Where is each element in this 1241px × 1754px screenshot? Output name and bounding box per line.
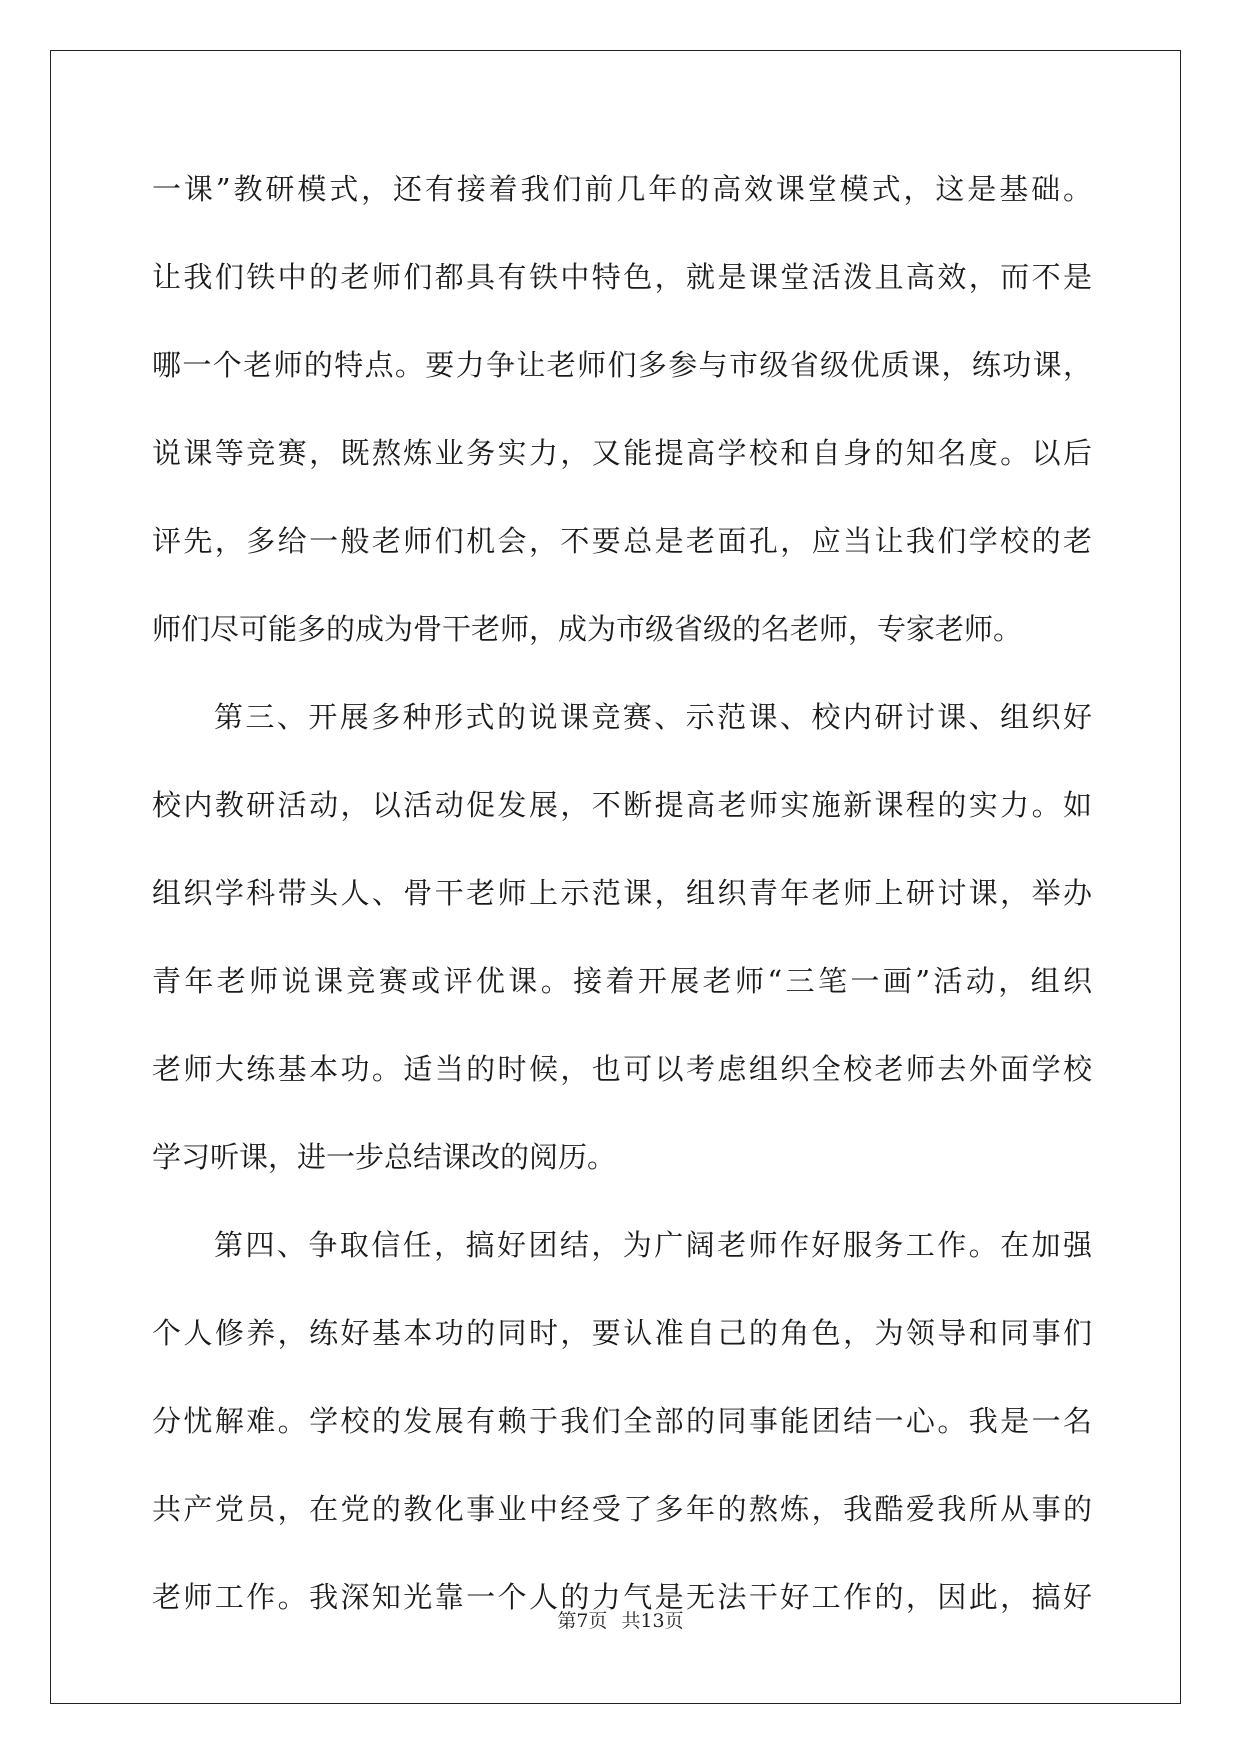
page-number: 第7页 (557, 1610, 608, 1632)
text-line: 一课”教研模式，还有接着我们前几年的高效课堂模式，这是基础。 (152, 172, 1092, 206)
page-footer (0, 1606, 1241, 1633)
text-line: 说课等竞赛，既熬炼业务实力，又能提高学校和自身的知名度。以后 (152, 436, 1092, 470)
text-line: 校内教研活动，以活动促发展，不断提高老师实施新课程的实力。如 (152, 788, 1092, 822)
text-line: 哪一个老师的特点。要力争让老师们多参与市级省级优质课，练功课， (152, 348, 1092, 382)
text-line: 分忧解难。学校的发展有赖于我们全部的同事能团结一心。我是一名 (152, 1404, 1092, 1438)
paragraph-start-line: 第四、争取信任，搞好团结，为广阔老师作好服务工作。在加强 (214, 1228, 1092, 1262)
document-body (152, 145, 1092, 1641)
text-line: 评先，多给一般老师们机会，不要总是老面孔，应当让我们学校的老 (152, 524, 1092, 558)
text-line: 青年老师说课竞赛或评优课。接着开展老师“三笔一画”活动，组织 (152, 964, 1092, 998)
text-line: 让我们铁中的老师们都具有铁中特色，就是课堂活泼且高效，而不是 (152, 260, 1092, 294)
text-line: 共产党员，在党的教化事业中经受了多年的熬炼，我酷爱我所从事的 (152, 1492, 1092, 1526)
page-total: 共13页 (621, 1610, 684, 1632)
text-line: 老师大练基本功。适当的时候，也可以考虑组织全校老师去外面学校 (152, 1052, 1092, 1086)
text-line: 学习听课，进一步总结课改的阅历。 (152, 1140, 617, 1174)
text-line: 个人修养，练好基本功的同时，要认准自己的角色，为领导和同事们 (152, 1316, 1092, 1350)
text-line: 组织学科带头人、骨干老师上示范课，组织青年老师上研讨课，举办 (152, 876, 1092, 910)
paragraph-start-line: 第三、开展多种形式的说课竞赛、示范课、校内研讨课、组织好 (214, 700, 1092, 734)
text-line: 师们尽可能多的成为骨干老师，成为市级省级的名老师，专家老师。 (152, 612, 1023, 646)
text-line: 老师工作。我深知光靠一个人的力气是无法干好工作的，因此，搞好 (152, 1580, 1092, 1614)
